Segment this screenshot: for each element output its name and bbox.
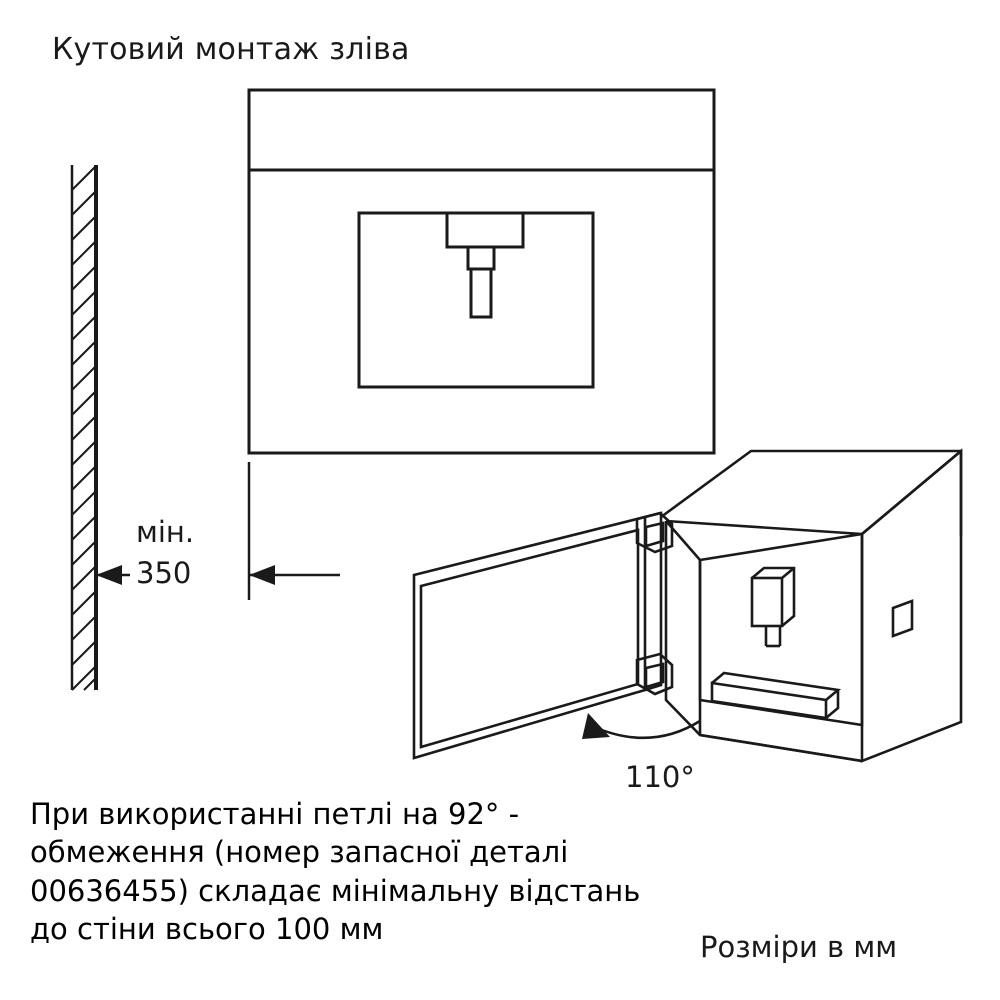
appliance-open-door-icon xyxy=(414,451,961,761)
arrow-right-icon xyxy=(249,565,275,585)
note-line-3: 00636455) складає мінімальну відстань xyxy=(30,873,641,908)
note-block xyxy=(30,795,930,948)
page-title: Кутовий монтаж зліва xyxy=(52,32,410,67)
note-line-2: обмеження (номер запасної деталі xyxy=(30,835,569,870)
hatched-wall-icon xyxy=(72,165,96,690)
appliance-front-view-icon xyxy=(249,90,714,453)
dimension-label-value: 350 xyxy=(136,556,192,590)
angle-label: 110° xyxy=(625,760,695,794)
dimension-label-min: мін. xyxy=(136,515,195,549)
arrow-left-icon xyxy=(96,565,122,585)
dimension-350 xyxy=(96,462,340,600)
units-note: Розміри в мм xyxy=(700,930,898,964)
note-line-1: При використанні петлі на 92° - xyxy=(30,797,520,831)
note-line-4: до стіни всього 100 мм xyxy=(30,911,384,946)
